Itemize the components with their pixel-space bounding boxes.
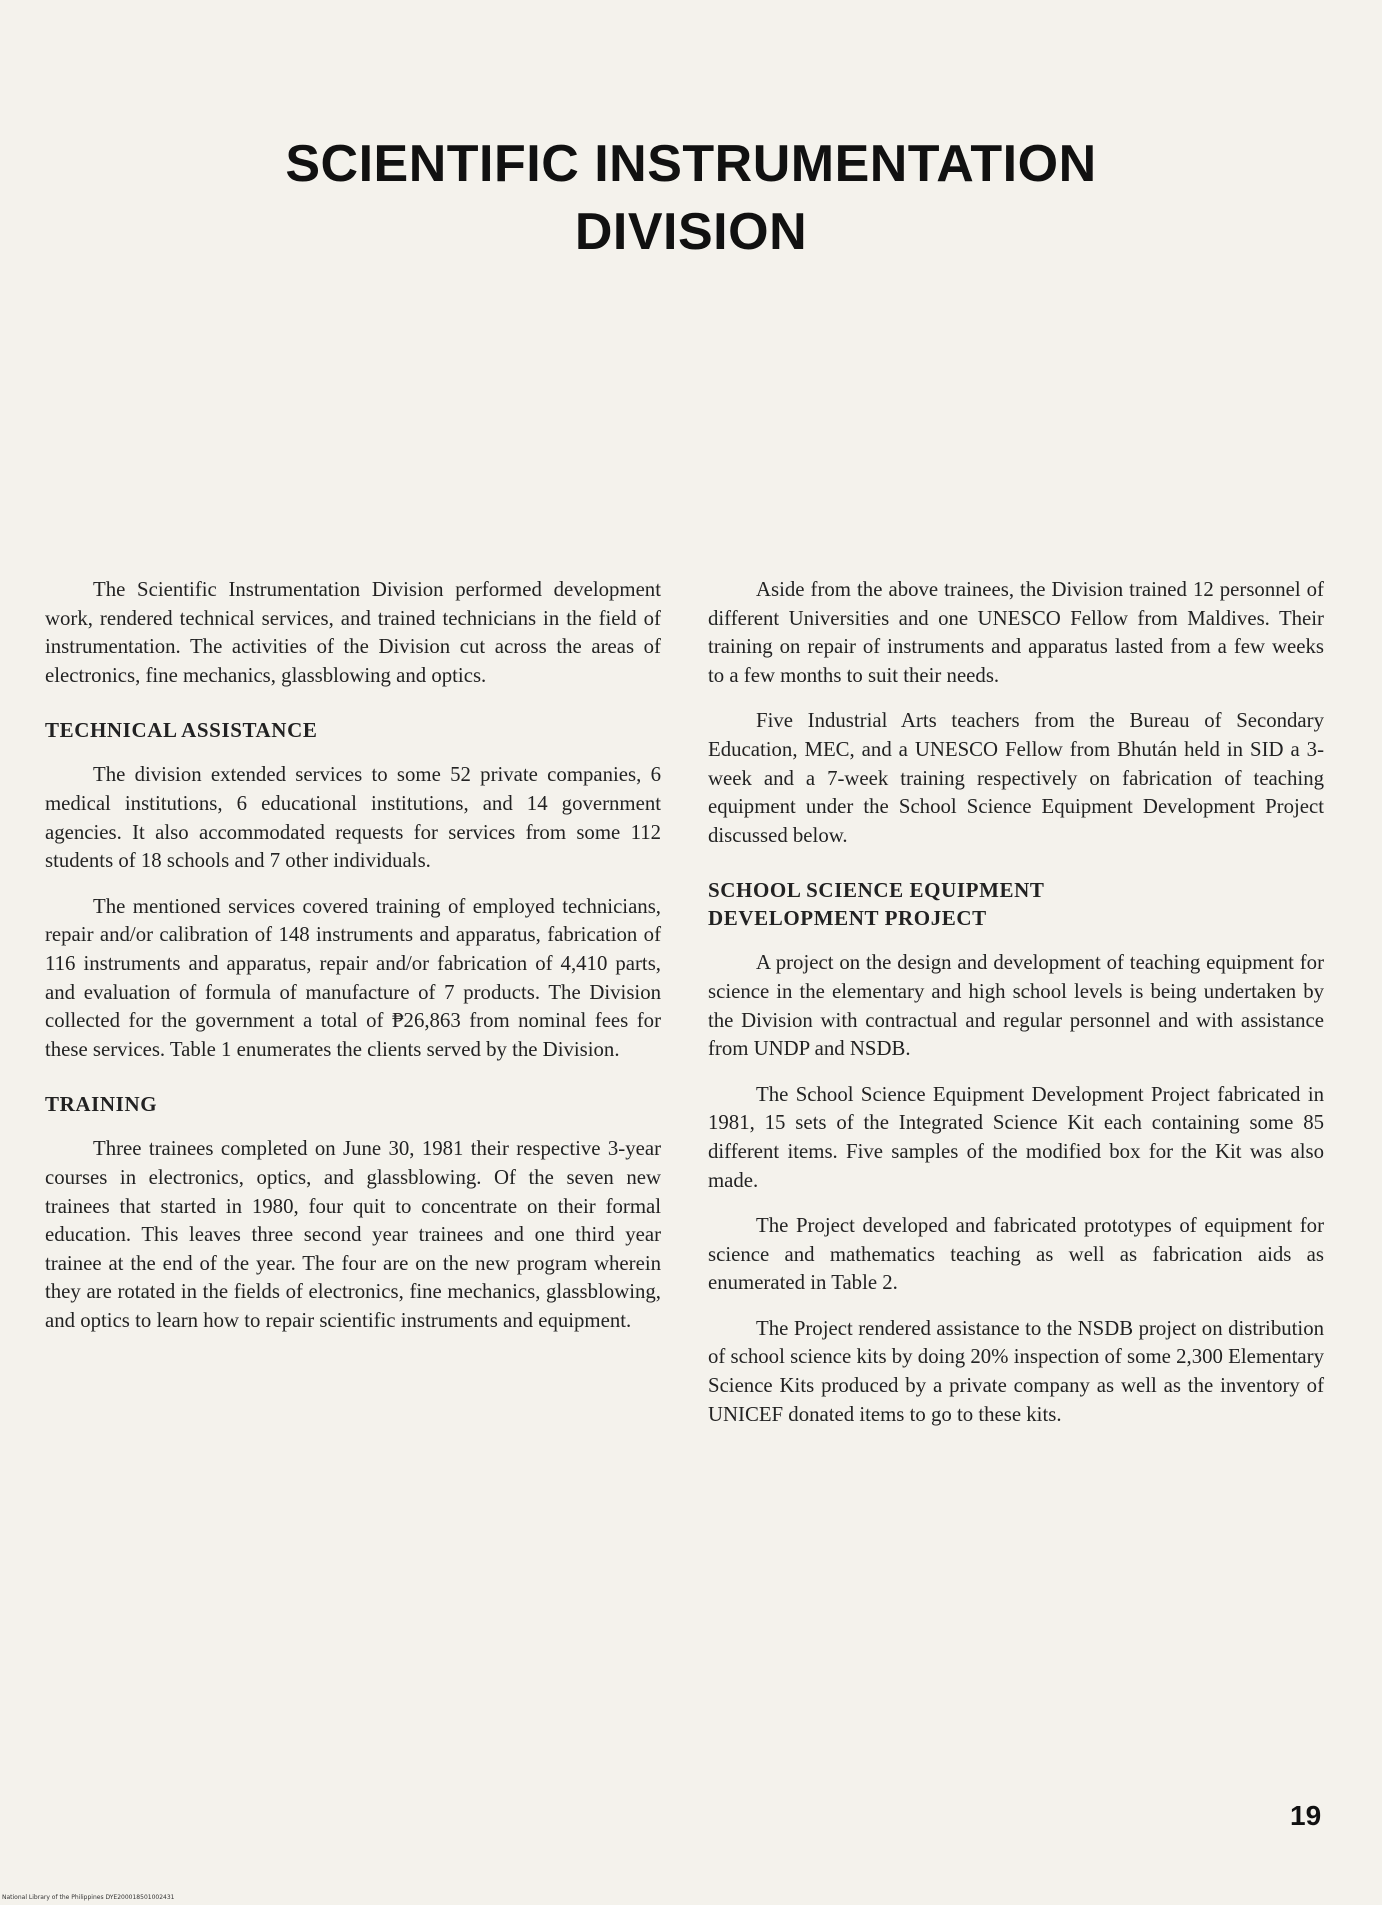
page-number: 19 [1290,1800,1322,1831]
section-heading-school-science [708,876,1324,932]
page-title-line-2: DIVISION [574,203,808,261]
body-paragraph: Aside from the above trainees, the Division trained 12 personnel of different Universities and one UNESCO Fellow from Maldives. Their training on repair of instruments and apparatus lasted from a few weeks to a few months to suit their needs. [708,578,1324,687]
body-paragraph: The Project developed and fabricated prototypes of equipment for science and mathematics teaching as well as fabrication aids as enumerated in Table 2. [708,1214,1324,1295]
body-paragraph: Three trainees completed on June 30, 1981 their respective 3-year courses in electronics, optics, and glassblowing. Of the seven new trainees that started in 1980, four quit to concentrate on their formal education. This leaves three second year trainees and one third year trainee at the end of the year. The four are on the new program wherein they are rotated in the fields of electronics, fine mechanics, glassblowing, and optics to learn how to repair scientific instruments and equipment. [45,1137,661,1332]
left-column [45,576,661,1352]
library-footer-note: National Library of the Philippines DYE200018501002431 [2,1894,175,1901]
right-column [708,576,1324,1446]
intro-paragraph: The Scientific Instrumentation Division performed development work, rendered technical services, and trained technicians in the field of instrumentation. The activities of the Division cut across the areas of electronics, fine mechanics, glassblowing and optics. [45,578,661,687]
page-title-line-1: SCIENTIFIC INSTRUMENTATION [285,135,1097,193]
section-heading-line-2: DEVELOPMENT PROJECT [708,906,987,931]
body-paragraph: The mentioned services covered training of employed technicians, repair and/or calibration of 148 instruments and apparatus, fabrication of 116 instruments and apparatus, repair and/or fabrication of 4,410 parts, and evaluation of formula of manufacture of 7 products. The Division collected for the government a total of ₱26,863 from nominal fees for these services. Table 1 enumerates the clients served by the Division. [45,894,661,1061]
body-paragraph: The division extended services to some 52 private companies, 6 medical institutions, 6 educational institutions, and 14 government agencies. It also accommodated requests for services from some 112 students of 18 schools and 7 other individuals. [45,763,661,873]
body-paragraph: Five Industrial Arts teachers from the Bureau of Secondary Education, MEC, and a UNESCO Fellow from Bhután held in SID a 3-week and a 7-week training respectively on fabrication of teaching equipment under the School Science Equipment Development Project discussed below. [708,709,1324,847]
body-paragraph: The Project rendered assistance to the NSDB project on distribution of school science kits by doing 20% inspection of some 2,300 Elementary Science Kits produced by a private company as well as the inventory of UNICEF donated items to go to these kits. [708,1316,1324,1426]
page-title [0,130,1382,266]
body-paragraph: The School Science Equipment Development Project fabricated in 1981, 15 sets of the Integrated Science Kit each containing some 85 different items. Five samples of the modified box for the Kit was also made. [708,1082,1324,1192]
body-paragraph: A project on the design and development of teaching equipment for science in the elementary and high school levels is being undertaken by the Division with contractual and regular personnel and with assistance from UNDP and NSDB. [708,951,1324,1061]
section-heading-technical-assistance: TECHNICAL ASSISTANCE [45,718,318,743]
section-heading-training: TRAINING [45,1092,158,1117]
section-heading-line-1: SCHOOL SCIENCE EQUIPMENT [708,878,1045,903]
